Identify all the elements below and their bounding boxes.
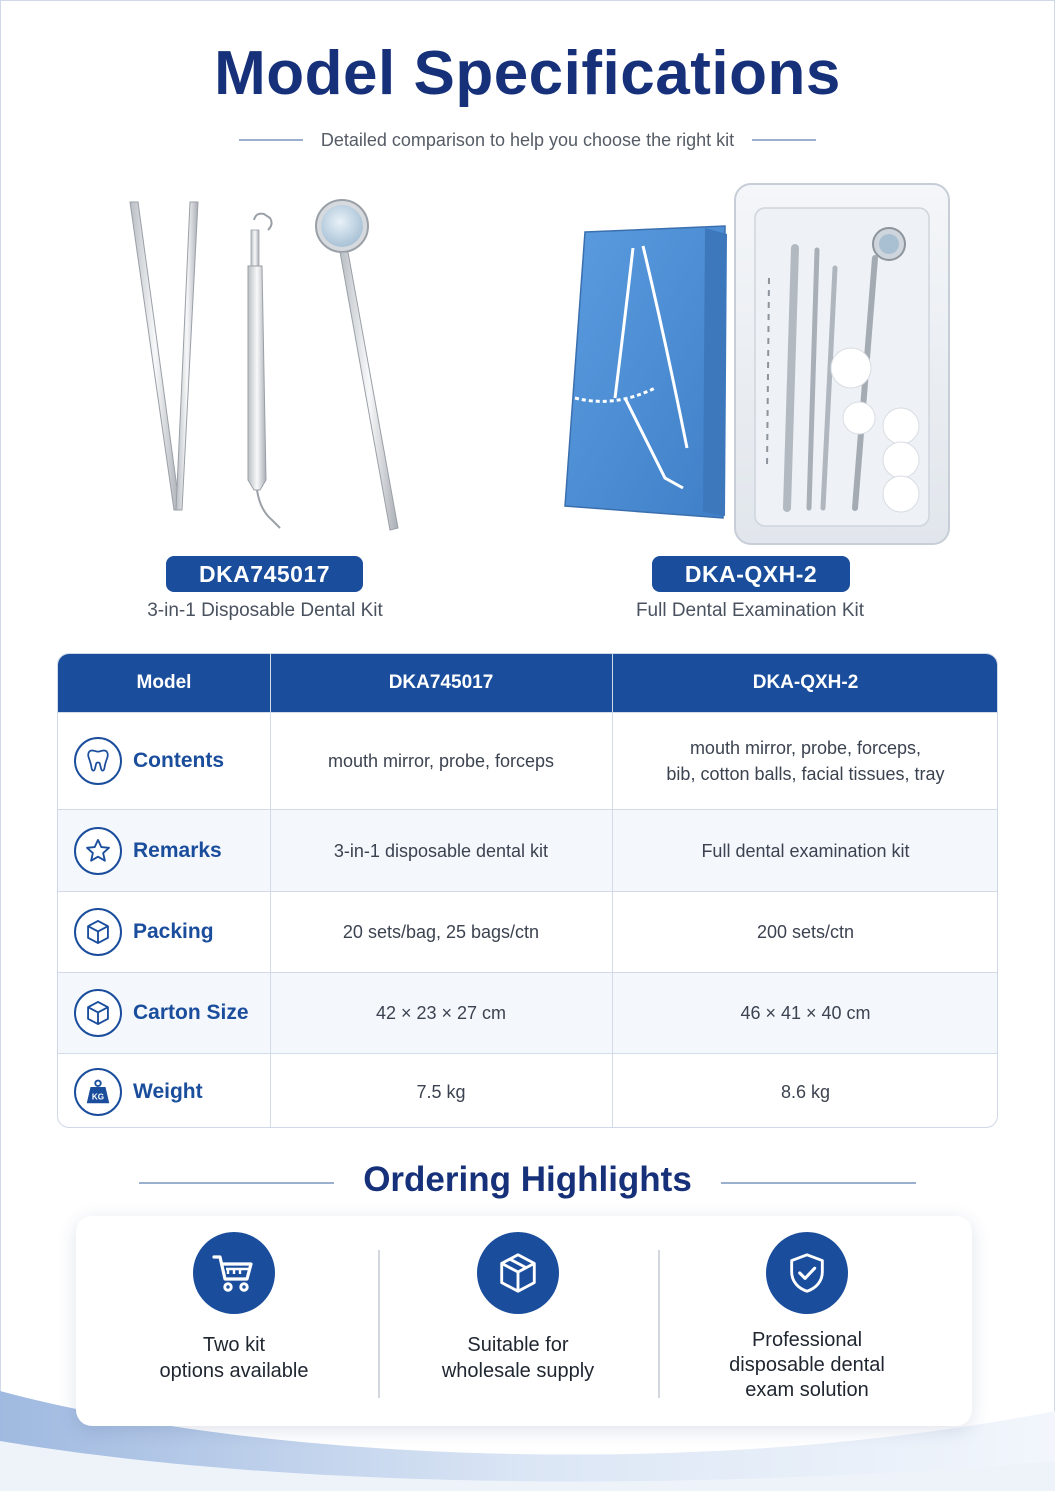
- row-label: [58, 810, 270, 891]
- row-label: [58, 713, 270, 809]
- highlights-line-right: [721, 1182, 916, 1184]
- product-description-dka745017: 3-in-1 Disposable Dental Kit: [147, 600, 383, 621]
- table-row-carton-size: [58, 972, 998, 1053]
- table-row-weight: [58, 1053, 998, 1128]
- cell-dka-qxh-2: mouth mirror, probe, forceps, bib, cotton balls, facial tissues, tray: [666, 738, 945, 784]
- product-image-dka745017: [110, 190, 420, 540]
- highlight-divider: [658, 1250, 660, 1398]
- column-divider: [612, 654, 613, 1128]
- subtitle-line-left: [239, 139, 303, 141]
- row-label: [58, 892, 270, 972]
- model-badge-dka745017: DKA745017: [166, 556, 363, 592]
- highlights-card: [76, 1216, 972, 1426]
- cell-dka745017: mouth mirror, probe, forceps: [327, 751, 555, 771]
- highlight-text: Two kit options available: [159, 1334, 309, 1382]
- highlight-item-kit-options: [94, 1216, 374, 1426]
- highlights-title-row: [0, 1160, 1055, 1206]
- cell-dka745017: 20 sets/bag, 25 bags/ctn: [342, 922, 540, 942]
- cell-dka-qxh-2: 8.6 kg: [780, 1081, 831, 1102]
- header-model: Model: [136, 672, 192, 693]
- row-name: Weight: [133, 1079, 203, 1103]
- cell-dka-qxh-2: 46 × 41 × 40 cm: [740, 1003, 871, 1023]
- kg-weight-icon: [74, 1068, 122, 1116]
- box-icon: [74, 908, 122, 956]
- highlight-text: Professional disposable dental exam solution: [729, 1329, 885, 1401]
- cell-dka745017: 42 × 23 × 27 cm: [375, 1003, 507, 1023]
- shopping-cart-icon: [193, 1232, 275, 1314]
- header-dka745017: DKA745017: [388, 672, 494, 693]
- table-row-contents: [58, 712, 998, 809]
- kg-badge-text: KG: [91, 1092, 105, 1101]
- highlight-item-wholesale: [378, 1216, 658, 1426]
- page-subtitle: Detailed comparison to help you choose the right kit: [320, 129, 735, 150]
- row-name: Contents: [133, 749, 224, 772]
- model-badge-dka-qxh-2: DKA-QXH-2: [652, 556, 850, 592]
- header-dka-qxh-2: DKA-QXH-2: [752, 672, 859, 693]
- row-name: Remarks: [133, 838, 222, 862]
- cell-dka745017: 3-in-1 disposable dental kit: [333, 840, 549, 861]
- highlight-text: Suitable for wholesale supply: [441, 1334, 595, 1382]
- cell-dka-qxh-2: 200 sets/ctn: [756, 922, 855, 942]
- row-name: Carton Size: [133, 1001, 249, 1024]
- highlights-title: Ordering Highlights: [363, 1160, 692, 1199]
- table-row-remarks: [58, 809, 998, 891]
- row-label: [58, 1054, 270, 1128]
- table-header: [58, 654, 998, 712]
- spec-table: [57, 653, 998, 1128]
- product-description-dka-qxh-2: Full Dental Examination Kit: [635, 600, 865, 621]
- cell-dka745017: 7.5 kg: [416, 1081, 466, 1102]
- tooth-icon: [74, 737, 122, 785]
- subtitle-line-right: [752, 139, 816, 141]
- highlight-item-professional: [667, 1216, 947, 1426]
- page-title: Model Specifications: [214, 39, 841, 108]
- box-icon: [74, 989, 122, 1037]
- row-label: [58, 973, 270, 1053]
- column-divider: [270, 654, 271, 1128]
- table-row-packing: [58, 891, 998, 972]
- row-name: Packing: [133, 920, 214, 943]
- box-icon: [477, 1232, 559, 1314]
- star-icon: [74, 827, 122, 875]
- shield-check-icon: [766, 1232, 848, 1314]
- cell-dka-qxh-2: Full dental examination kit: [701, 840, 910, 861]
- subtitle-row: [0, 126, 1055, 154]
- product-image-dka-qxh-2: [555, 178, 955, 550]
